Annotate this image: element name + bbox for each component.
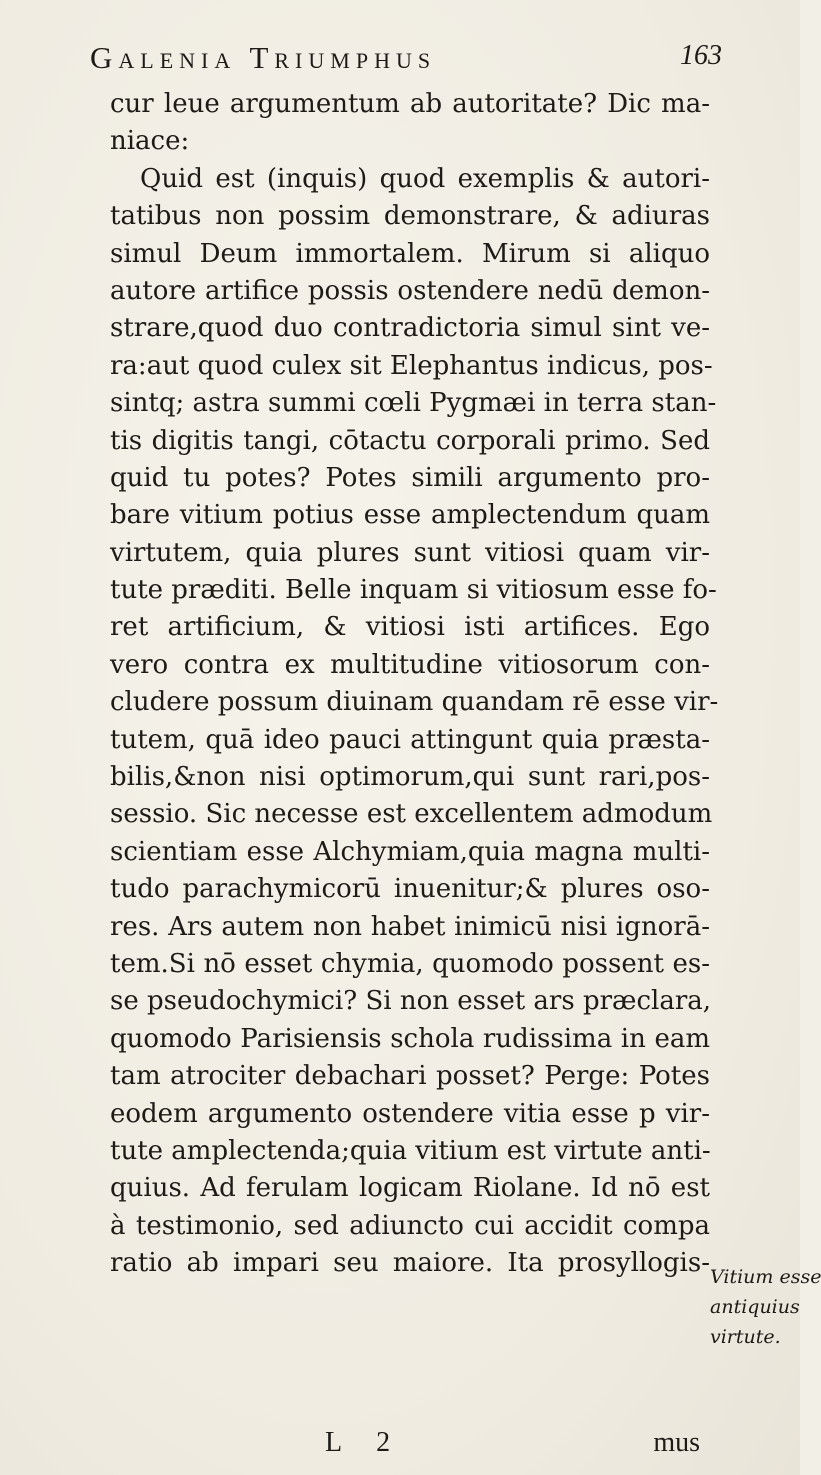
page-footer	[110, 1427, 710, 1467]
running-title: Galenia Triumphus	[90, 40, 437, 75]
text-line: tudo parachymicorū inuenitur;& plures oso-	[110, 874, 710, 905]
catchword: mus	[653, 1427, 700, 1458]
text-line: quid tu potes? Potes simili argumento pro-	[110, 462, 710, 493]
margin-note	[710, 1262, 821, 1352]
text-line: tutem, quā ideo pauci attingunt quia præsta-	[110, 724, 710, 755]
margin-note-line: antiquius	[710, 1296, 800, 1318]
text-line: à testimonio, sed adiuncto cui accidit compa	[110, 1210, 710, 1241]
text-line: niace:	[110, 126, 190, 157]
text-line: ratio ab impari seu maiore. Ita prosyllogis-	[110, 1248, 710, 1279]
text-line: tis digitis tangi, cōtactu corporali primo. Sed	[110, 425, 710, 456]
text-line: quomodo Parisiensis schola rudissima in eam	[110, 1023, 710, 1054]
text-line: cur leue argumentum ab autoritate? Dic ma-	[110, 89, 710, 119]
text-line: ret artificium, & vitiosi isti artifices. Ego	[110, 612, 710, 643]
text-line: ra:aut quod culex sit Elephantus indicus, pos-	[110, 350, 713, 381]
text-line: tem.Si nō esset chymia, quomodo possent es-	[110, 948, 710, 979]
text-line: sessio. Sic necesse est excellentem admodum	[110, 799, 713, 830]
signature-mark: L 2	[325, 1427, 405, 1458]
text-line: res. Ars autem non habet inimicū nisi ignorā-	[110, 911, 710, 942]
text-line: strare,quod duo contradictoria simul sint ve-	[110, 313, 710, 344]
text-line: quius. Ad ferulam logicam Riolane. Id nō est	[110, 1173, 710, 1204]
text-line: se pseudochymici? Si non esset ars præclara,	[110, 986, 712, 1017]
page-header	[86, 40, 726, 84]
body-text	[110, 86, 719, 1283]
text-line: sintq; astra summi cœli Pygmæi in terra stan-	[110, 388, 717, 419]
text-line: tam atrociter debachari posset? Perge: Potes	[110, 1061, 710, 1092]
text-line: cludere possum diuinam quandam rē esse vir-	[110, 687, 719, 718]
text-line: simul Deum immortalem. Mirum si aliquo	[110, 238, 710, 269]
text-line: tute præditi. Belle inquam si vitiosum esse fo-	[110, 575, 717, 606]
text-line: eodem argumento ostendere vitia esse p vir-	[110, 1098, 710, 1129]
margin-note-line: Vitium esse	[710, 1266, 821, 1288]
text-line: vero contra ex multitudine vitiosorum con-	[110, 649, 710, 680]
text-line: bare vitium potius esse amplectendum quam	[110, 500, 710, 531]
text-line: tute amplectenda;quia vitium est virtute anti-	[110, 1135, 711, 1166]
margin-note-line: virtute.	[710, 1326, 781, 1348]
text-line: virtutem, quia plures sunt vitiosi quam vir-	[110, 537, 710, 568]
text-line: Quid est (inquis) quod exemplis & autori-	[140, 163, 710, 194]
text-line: tatibus non possim demonstrare, & adiuras	[110, 201, 710, 232]
text-line: scientiam esse Alchymiam,quia magna multi-	[110, 836, 710, 867]
text-line: bilis,&non nisi optimorum,qui sunt rari,pos-	[110, 762, 710, 793]
page-number: 163	[680, 40, 722, 71]
text-line: autore artifice possis ostendere nedū demon-	[110, 275, 710, 306]
